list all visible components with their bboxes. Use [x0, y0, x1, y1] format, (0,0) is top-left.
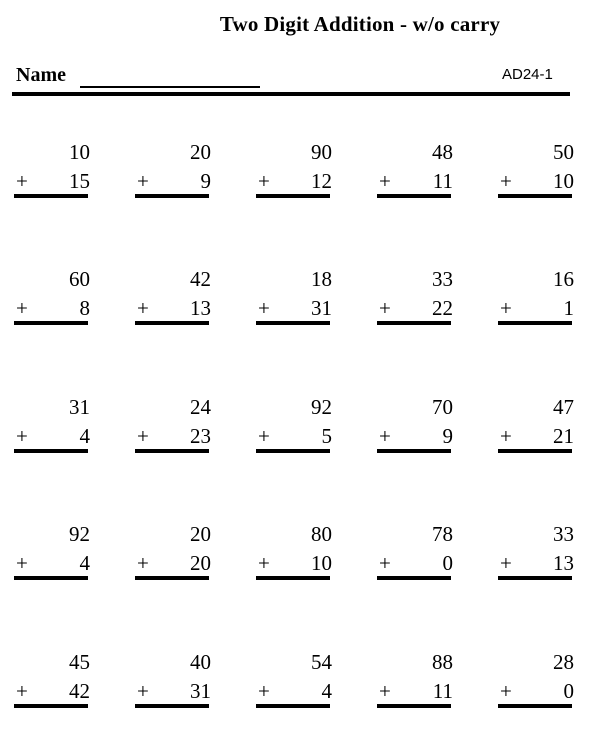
addend-bottom: 15: [69, 169, 90, 193]
addition-problem: [379, 142, 453, 202]
addition-problem: [379, 269, 453, 329]
addition-problem: [258, 524, 332, 584]
addition-problem: [137, 524, 211, 584]
addend-top: 48: [432, 140, 453, 164]
addend-bottom: 31: [190, 679, 211, 703]
answer-line: [377, 449, 451, 453]
addend-bottom: 0: [563, 679, 574, 703]
addend-bottom: 20: [190, 551, 211, 575]
addend-top: 33: [432, 267, 453, 291]
answer-line: [498, 449, 572, 453]
answer-line: [14, 194, 88, 198]
plus-sign: +: [137, 169, 149, 193]
addend-bottom: 11: [432, 169, 453, 193]
answer-line: [135, 576, 209, 580]
answer-line: [256, 449, 330, 453]
plus-sign: +: [500, 169, 512, 193]
addend-bottom: 9: [442, 424, 453, 448]
addend-bottom: 10: [311, 551, 332, 575]
addition-problem: [258, 652, 332, 712]
addend-bottom: 0: [442, 551, 453, 575]
addend-top: 20: [190, 140, 211, 164]
addition-problem: [379, 524, 453, 584]
addend-top: 70: [432, 395, 453, 419]
addend-top: 54: [311, 650, 332, 674]
addend-bottom: 13: [553, 551, 574, 575]
name-label: Name: [16, 64, 66, 86]
addend-bottom: 4: [79, 424, 90, 448]
addend-bottom: 23: [190, 424, 211, 448]
addend-top: 45: [69, 650, 90, 674]
addition-problem: [500, 397, 574, 457]
addition-problem: [16, 652, 90, 712]
addend-bottom: 12: [311, 169, 332, 193]
addend-top: 50: [553, 140, 574, 164]
addend-top: 16: [553, 267, 574, 291]
addend-bottom: 31: [311, 296, 332, 320]
plus-sign: +: [16, 424, 28, 448]
addend-top: 92: [311, 395, 332, 419]
answer-line: [498, 704, 572, 708]
answer-line: [377, 704, 451, 708]
addition-problem: [500, 269, 574, 329]
addition-problem: [379, 652, 453, 712]
addend-bottom: 13: [190, 296, 211, 320]
plus-sign: +: [137, 424, 149, 448]
plus-sign: +: [137, 296, 149, 320]
answer-line: [14, 576, 88, 580]
addition-problem: [16, 269, 90, 329]
addend-top: 18: [311, 267, 332, 291]
addition-problem: [500, 142, 574, 202]
plus-sign: +: [379, 424, 391, 448]
addition-problem: [16, 142, 90, 202]
answer-line: [135, 704, 209, 708]
addend-bottom: 4: [321, 679, 332, 703]
plus-sign: +: [500, 551, 512, 575]
worksheet-title: Two Digit Addition - w/o carry: [219, 12, 501, 36]
addend-top: 90: [311, 140, 332, 164]
plus-sign: +: [379, 679, 391, 703]
answer-line: [256, 194, 330, 198]
plus-sign: +: [379, 169, 391, 193]
addition-problem: [258, 397, 332, 457]
answer-line: [377, 194, 451, 198]
plus-sign: +: [258, 169, 270, 193]
plus-sign: +: [137, 679, 149, 703]
addend-top: 88: [432, 650, 453, 674]
answer-line: [135, 449, 209, 453]
addend-top: 40: [190, 650, 211, 674]
plus-sign: +: [500, 679, 512, 703]
plus-sign: +: [16, 169, 28, 193]
addend-bottom: 11: [432, 679, 453, 703]
addition-problem: [258, 142, 332, 202]
addition-problem: [16, 524, 90, 584]
plus-sign: +: [137, 551, 149, 575]
answer-line: [135, 194, 209, 198]
answer-line: [498, 194, 572, 198]
answer-line: [14, 321, 88, 325]
header-divider: [12, 92, 570, 96]
addition-problem: [258, 269, 332, 329]
plus-sign: +: [258, 296, 270, 320]
addend-bottom: 21: [553, 424, 574, 448]
answer-line: [256, 576, 330, 580]
answer-line: [14, 704, 88, 708]
answer-line: [256, 704, 330, 708]
addend-top: 92: [69, 522, 90, 546]
worksheet-code: AD24-1: [502, 66, 553, 83]
addend-bottom: 10: [553, 169, 574, 193]
addition-problem: [137, 269, 211, 329]
addition-problem: [500, 524, 574, 584]
addend-top: 47: [553, 395, 574, 419]
answer-line: [256, 321, 330, 325]
addend-top: 24: [190, 395, 211, 419]
addend-top: 10: [69, 140, 90, 164]
addend-top: 33: [553, 522, 574, 546]
answer-line: [377, 321, 451, 325]
addition-problem: [500, 652, 574, 712]
addend-bottom: 22: [432, 296, 453, 320]
plus-sign: +: [16, 551, 28, 575]
addend-top: 28: [553, 650, 574, 674]
addend-bottom: 4: [79, 551, 90, 575]
addend-bottom: 1: [563, 296, 574, 320]
plus-sign: +: [258, 424, 270, 448]
plus-sign: +: [16, 679, 28, 703]
addend-top: 80: [311, 522, 332, 546]
addend-bottom: 42: [69, 679, 90, 703]
addend-top: 78: [432, 522, 453, 546]
addition-problem: [137, 397, 211, 457]
plus-sign: +: [379, 296, 391, 320]
answer-line: [135, 321, 209, 325]
addend-top: 31: [69, 395, 90, 419]
plus-sign: +: [16, 296, 28, 320]
answer-line: [377, 576, 451, 580]
plus-sign: +: [500, 296, 512, 320]
addend-bottom: 5: [321, 424, 332, 448]
addition-problem: [379, 397, 453, 457]
addition-problem: [137, 142, 211, 202]
addend-top: 60: [69, 267, 90, 291]
plus-sign: +: [500, 424, 512, 448]
plus-sign: +: [258, 551, 270, 575]
answer-line: [498, 321, 572, 325]
plus-sign: +: [258, 679, 270, 703]
addend-top: 42: [190, 267, 211, 291]
addend-top: 20: [190, 522, 211, 546]
plus-sign: +: [379, 551, 391, 575]
answer-line: [14, 449, 88, 453]
answer-line: [498, 576, 572, 580]
addition-problem: [16, 397, 90, 457]
addend-bottom: 8: [79, 296, 90, 320]
addition-problem: [137, 652, 211, 712]
name-blank-line[interactable]: [80, 86, 260, 88]
addend-bottom: 9: [200, 169, 211, 193]
